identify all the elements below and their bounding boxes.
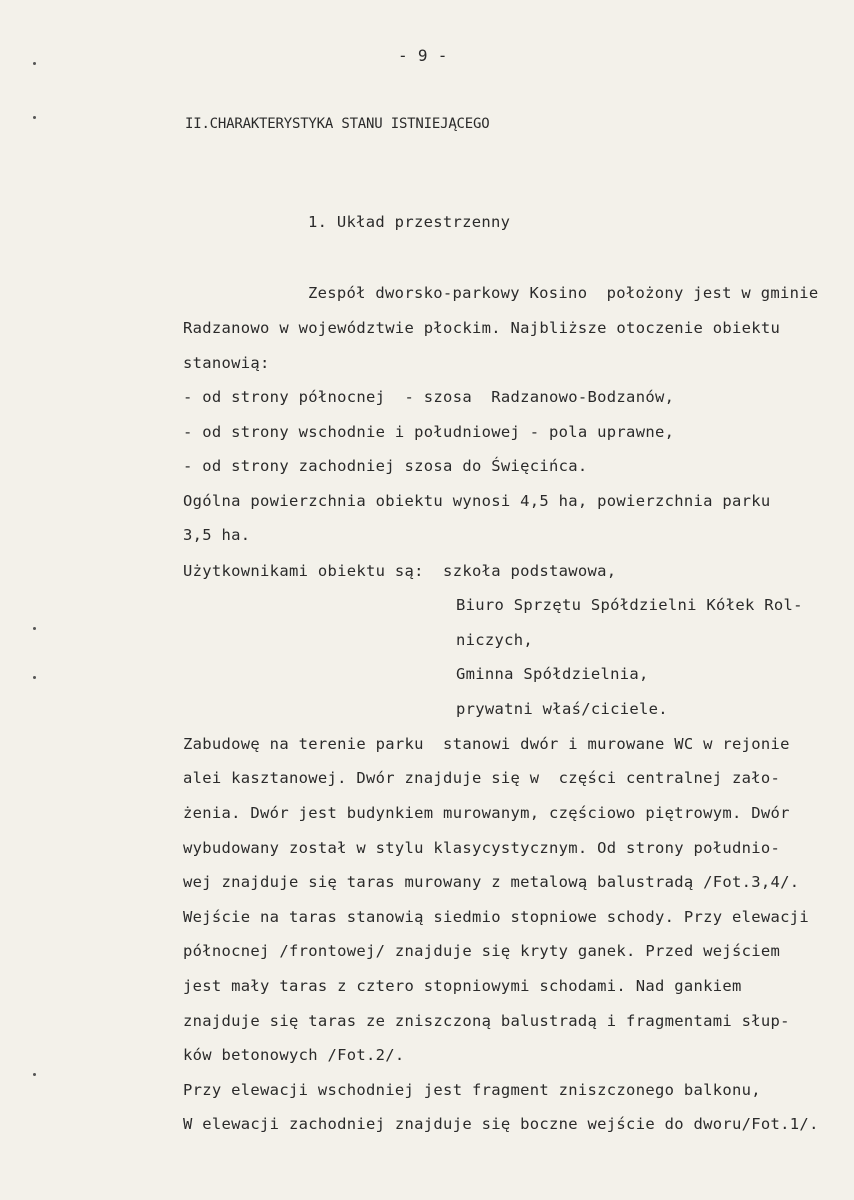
margin-dot	[33, 116, 36, 119]
body-line: Zespół dworsko-parkowy Kosino położony jest w gminie	[308, 284, 819, 302]
body-line: prywatni właś/ciciele.	[456, 700, 668, 718]
body-line: znajduje się taras ze zniszczoną balustradą i fragmentami słup-	[183, 1012, 790, 1030]
margin-dot	[33, 1073, 36, 1076]
body-line: 3,5 ha.	[183, 526, 251, 544]
body-line: W elewacji zachodniej znajduje się boczne wejście do dworu/Fot.1/.	[183, 1115, 819, 1133]
margin-dot	[33, 676, 36, 679]
section-heading: II.CHARAKTERYSTYKA STANU ISTNIEJĄCEGO	[185, 116, 490, 132]
body-line: wybudowany został w stylu klasycystycznym. Od strony południo-	[183, 839, 781, 857]
body-line: ków betonowych /Fot.2/.	[183, 1046, 405, 1064]
body-line: stanowią:	[183, 354, 270, 372]
body-line: Zabudowę na terenie parku stanowi dwór i murowane WC w rejonie	[183, 735, 790, 753]
body-line: Użytkownikami obiektu są: szkoła podstawowa,	[183, 562, 617, 580]
body-line: Przy elewacji wschodniej jest fragment zniszczonego balkonu,	[183, 1081, 761, 1099]
body-line: - od strony północnej - szosa Radzanowo-Bodzanów,	[183, 388, 675, 406]
body-line: Gminna Spółdzielnia,	[456, 665, 649, 683]
body-line: wej znajduje się taras murowany z metalową balustradą /Fot.3,4/.	[183, 873, 800, 891]
body-line: alei kasztanowej. Dwór znajduje się w części centralnej zało-	[183, 769, 781, 787]
body-line: Ogólna powierzchnia obiektu wynosi 4,5 ha, powierzchnia parku	[183, 492, 771, 510]
body-line: - od strony wschodnie i południowej - pola uprawne,	[183, 423, 675, 441]
margin-dot	[33, 62, 36, 65]
body-line: jest mały taras z cztero stopniowymi schodami. Nad gankiem	[183, 977, 742, 995]
body-line: Wejście na taras stanowią siedmio stopniowe schody. Przy elewacji	[183, 908, 810, 926]
body-line: Radzanowo w województwie płockim. Najbliższe otoczenie obiektu	[183, 319, 781, 337]
margin-dot	[33, 627, 36, 630]
body-line: Biuro Sprzętu Spółdzielni Kółek Rol-	[456, 596, 803, 614]
page-number: - 9 -	[398, 46, 448, 65]
subsection-heading: 1. Układ przestrzenny	[308, 213, 511, 231]
body-line: - od strony zachodniej szosa do Święcińca.	[183, 457, 588, 475]
body-line: północnej /frontowej/ znajduje się kryty ganek. Przed wejściem	[183, 942, 781, 960]
body-line: niczych,	[456, 631, 534, 649]
body-line: żenia. Dwór jest budynkiem murowanym, częściowo piętrowym. Dwór	[183, 804, 790, 822]
